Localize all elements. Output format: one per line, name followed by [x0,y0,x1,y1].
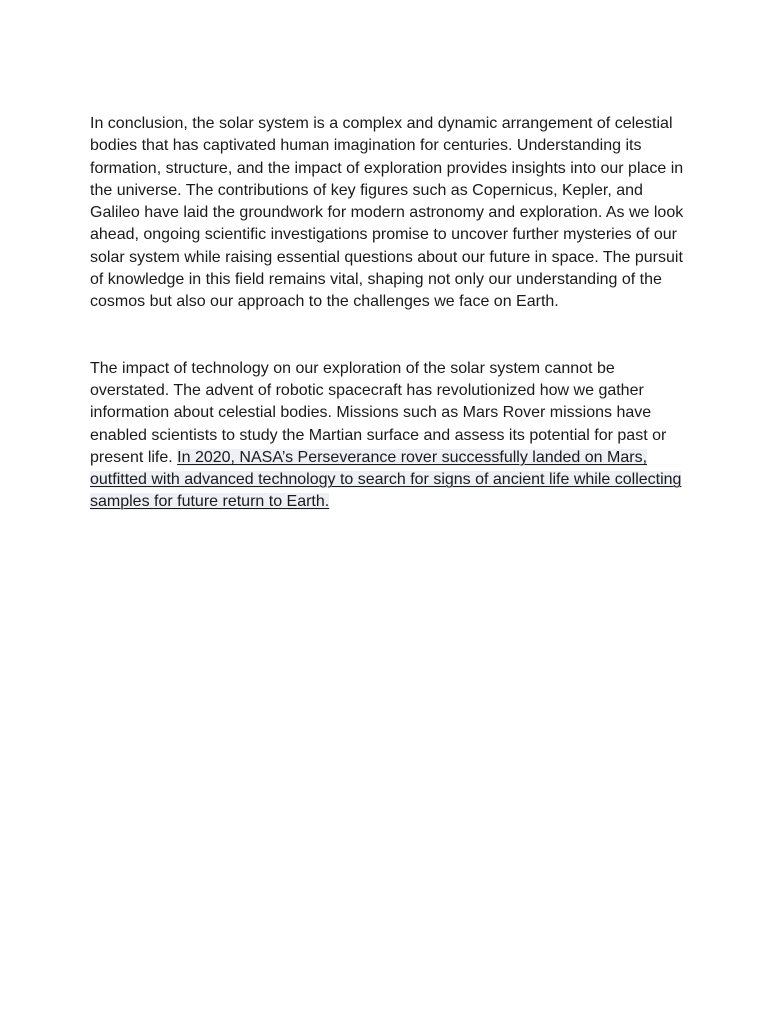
highlighted-sentence[interactable]: In 2020, NASA’s Perseverance rover successfully landed on Mars, outfitted with advanced technology to search for signs of ancient life while collecting samples for future return to Earth. [90,448,682,511]
technology-paragraph-text: The impact of technology on our exploration of the solar system cannot be overstated. The advent of robotic spacecraft has revolutionized how we gather information about celestial bodies. Missions such as Mars Rover missions have enabled scientists to study the Martian surface and assess its potential for past or present life. [90,359,667,466]
conclusion-paragraph: In conclusion, the solar system is a complex and dynamic arrangement of celestial bodies that has captivated human imagination for centuries. Understanding its formation, structure, and the impact of exploration provides insights into our place in the universe. The contributions of key figures such as Copernicus, Kepler, and Galileo have laid the groundwork for modern astronomy and exploration. As we look ahead, ongoing scientific investigations promise to uncover further mysteries of our solar system while raising essential questions about our future in space. The pursuit of knowledge in this field remains vital, shaping not only our understanding of the cosmos but also our approach to the challenges we face on Earth. [90,115,684,311]
technology-paragraph [90,358,686,514]
document-body [90,113,686,514]
